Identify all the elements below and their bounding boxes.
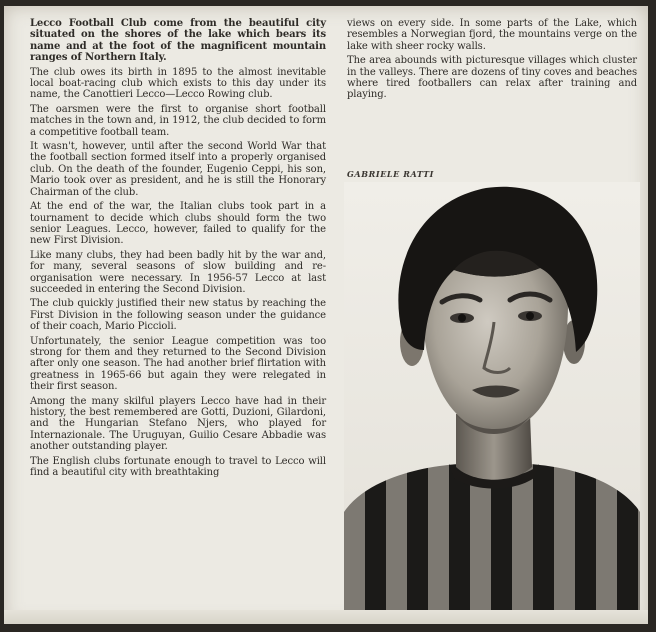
article-right-column bbox=[347, 18, 637, 104]
article-lead-paragraph: Lecco Football Club come from the beautiful city situated on the shores of the lake which bears its name and at the foot of the magnificent mountain ranges of Northern Italy. bbox=[30, 18, 326, 64]
magazine-page bbox=[4, 6, 648, 624]
article-paragraph: The English clubs fortunate enough to travel to Lecco will find a beautiful city with breathtaking bbox=[30, 455, 326, 479]
article-paragraph: views on every side. In some parts of the Lake, which resembles a Norwegian fjord, the mountains verge on the lake with sheer rocky walls. bbox=[347, 18, 637, 52]
article-paragraph: Like many clubs, they had been badly hit by the war and, for many, several seasons of slow building and re-organisation were necessary. In 1956-57 Lecco at last succeeded in entering the Second Division. bbox=[30, 249, 326, 295]
article-paragraph: It wasn't, however, until after the second World War that the football section formed itself into a properly organised club. On the death of the founder, Eugenio Ceppi, his son, Mario took over as president, and he is still the Honorary Chairman of the club. bbox=[30, 141, 326, 198]
article-paragraph: The club quickly justified their new status by reaching the First Division in the following season under the guidance of their coach, Mario Piccioli. bbox=[30, 298, 326, 333]
article-paragraph: The club owes its birth in 1895 to the almost inevitable local boat-racing club which exists to this day under its name, the Canottieri Lecco—Lecco Rowing club. bbox=[30, 66, 326, 101]
article-paragraph: Unfortunately, the senior League competition was too strong for them and they returned to the Second Division after only one season. The had another brief flirtation with greatness in 1965-66 but again they were relegated in their first season. bbox=[30, 335, 326, 393]
player-photo bbox=[344, 182, 640, 612]
article-paragraph: The area abounds with picturesque villages which cluster in the valleys. There are dozens of tiny coves and beaches where tired footballers can relax after training and playing. bbox=[347, 55, 637, 101]
article-paragraph: At the end of the war, the Italian clubs took part in a tournament to decide which clubs should form the two senior Leagues. Lecco, however, failed to qualify for the new First Division. bbox=[30, 201, 326, 247]
photo-caption: GABRIELE RATTI bbox=[347, 169, 434, 179]
player-portrait-image bbox=[344, 182, 640, 612]
article-paragraph: Among the many skilful players Lecco have had in their history, the best remembered are Gotti, Duzioni, Gilardoni, and the Hungarian Stefano Njers, who played for Internazionale. The Uruguyan, Guilio Cesare Abbadie was another outstanding player. bbox=[30, 395, 326, 453]
article-left-column bbox=[30, 18, 326, 481]
article-paragraph: The oarsmen were the first to organise short football matches in the town and, in 1912, the club decided to form a competitive football team. bbox=[30, 103, 326, 138]
